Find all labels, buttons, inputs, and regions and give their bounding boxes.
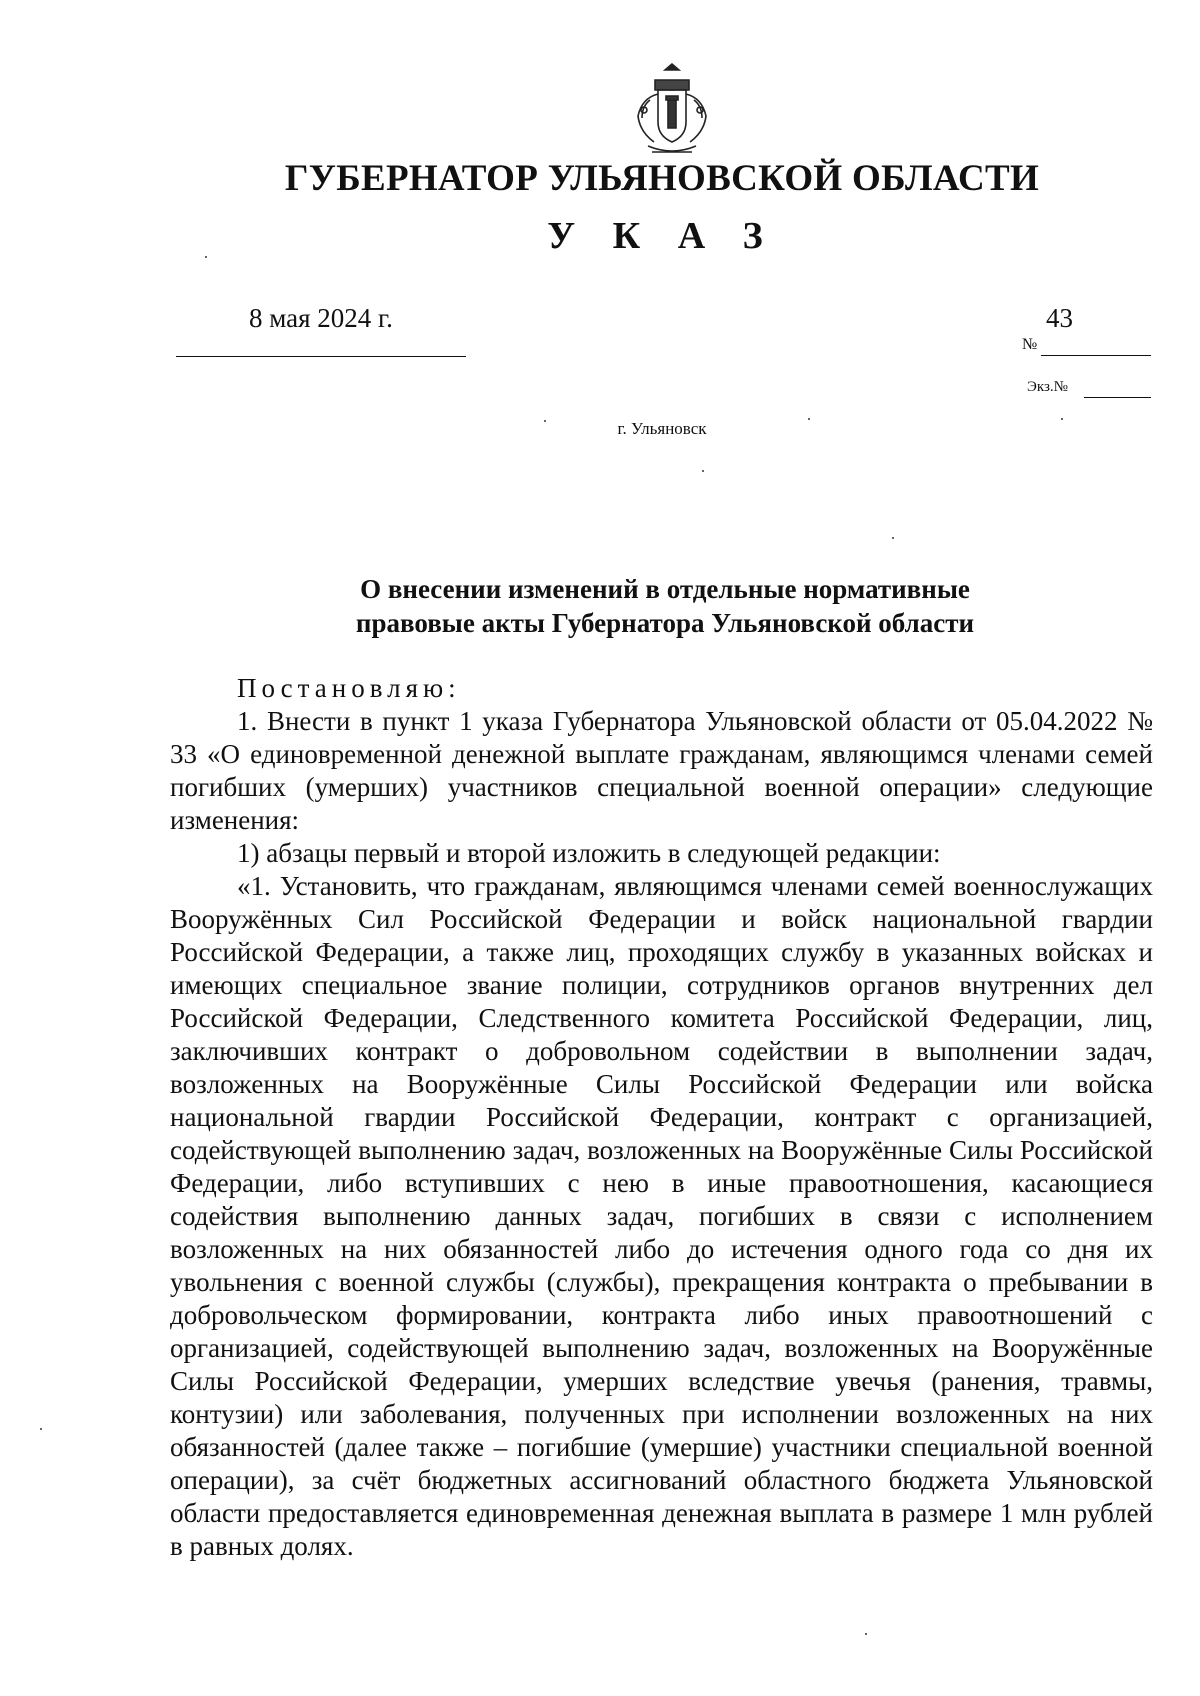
body-paragraph: 1. Внести в пункт 1 указа Губернатора Ульяновской области от 05.04.2022 № 33 «О единовременной денежной выплате гражданам, являющимся членами семей погибших (умерших) участников специальной военной операции» следующие изменения: [170, 706, 1153, 835]
document-type: У К А З [547, 215, 777, 257]
coat-of-arms-icon [622, 60, 722, 160]
document-date: 8 мая 2024 г. [249, 303, 393, 333]
document-subject [170, 572, 1160, 640]
scan-speck [702, 470, 704, 472]
place-of-issue: г. Ульяновск [617, 419, 707, 438]
number-label: № [1022, 336, 1038, 353]
scan-speck [544, 420, 546, 422]
scan-speck [892, 537, 894, 539]
scan-speck [808, 418, 810, 420]
body-paragraph: 1) абзацы первый и второй изложить в следующей редакции: [237, 838, 941, 868]
scan-speck [205, 256, 207, 258]
issuing-authority: ГУБЕРНАТОР УЛЬЯНОВСКОЙ ОБЛАСТИ [284, 158, 1040, 199]
subject-line: правовые акты Губернатора Ульяновской области [355, 608, 975, 638]
date-underline [176, 356, 466, 357]
copy-number-underline [1084, 397, 1151, 398]
scan-speck [865, 1633, 867, 1635]
document-number: 43 [1046, 303, 1073, 333]
subject-line: О внесении изменений в отдельные нормативные [360, 574, 970, 604]
copy-number-label: Экз.№ [1027, 379, 1068, 395]
scan-speck [40, 1428, 42, 1430]
decree-word: Постановляю: [237, 673, 461, 703]
number-underline [1041, 355, 1151, 356]
document-body [170, 672, 1153, 1563]
scan-speck [1061, 418, 1063, 420]
body-paragraph: «1. Установить, что гражданам, являющимся членами семей военнослужащих Вооружённых Сил Российской Федерации и войск национальной гвардии Российской Федерации, а также лиц, проходящих службу в указанных войсках и имеющих специальное звание полиции, сотрудников органов внутренних дел Российской Федерации, Следственного комитета Российской Федерации, лиц, заключивших контракт о добровольном содействии в выполнении задач, возложенных на Вооружённые Силы Российской Федерации или войска национальной гвардии Российской Федерации, контракт с организацией, содействующей выполнению задач, возложенных на Вооружённые Силы Российской Федерации, либо вступивших с нею в иные правоотношения, касающиеся содействия выполнению данных задач, погибших в связи с исполнением возложенных на них обязанностей либо до истечения одного года со дня их увольнения с военной службы (службы), прекращения контракта о пребывании в добровольческом формировании, контракта либо иных правоотношений с организацией, содействующей выполнению задач, возложенных на Вооружённые Силы Российской Федерации, умерших вследствие увечья (ранения, травмы, контузии) или заболевания, полученных при исполнении возложенных на них обязанностей (далее также – погибшие (умершие) участники специальной военной операции), за счёт бюджетных ассигнований областного бюджета Ульяновской области предоставляется единовременная денежная выплата в размере 1 млн рублей в равных долях. [170, 871, 1153, 1561]
